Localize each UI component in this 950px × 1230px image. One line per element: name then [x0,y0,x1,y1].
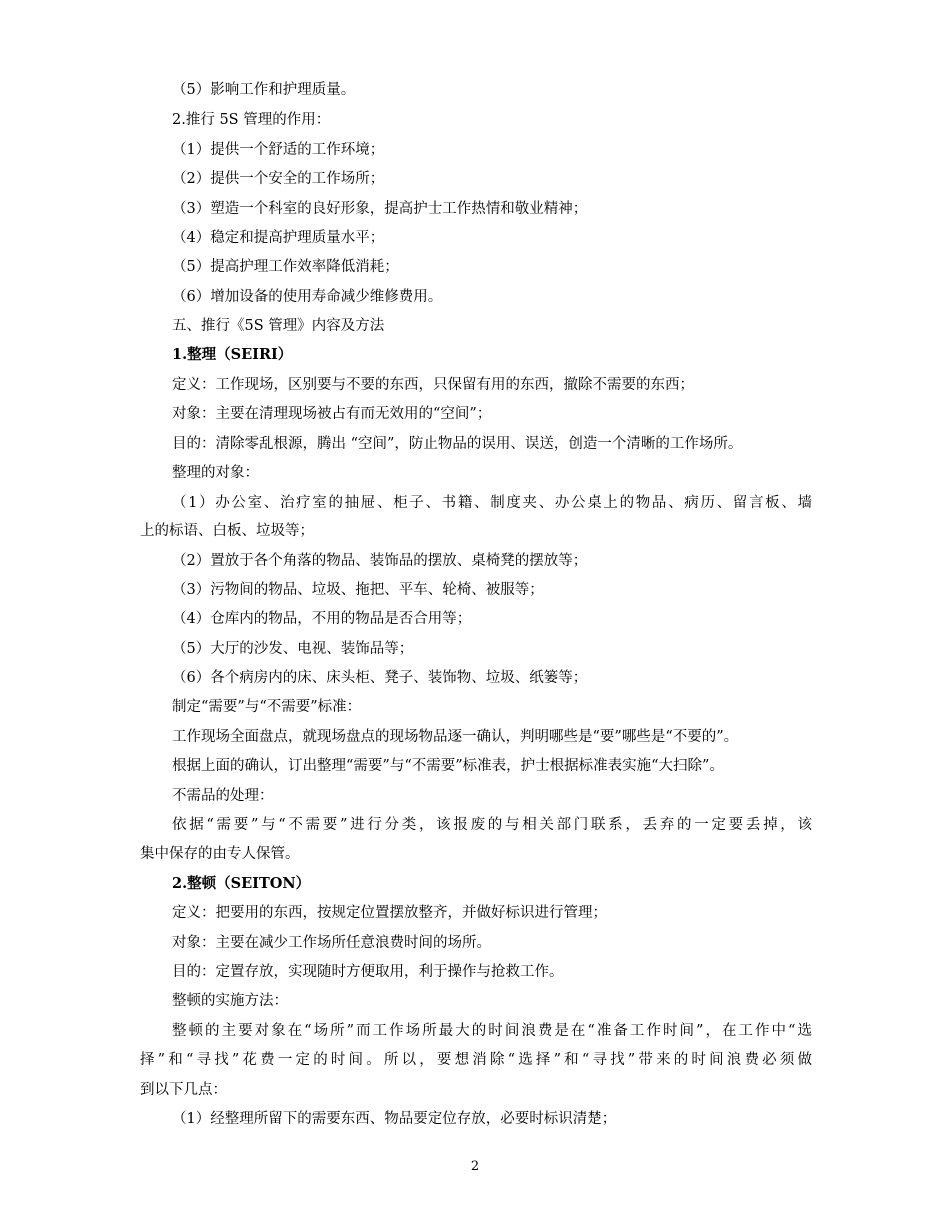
text-line: （1）办公室、治疗室的抽屉、柜子、书籍、制度夹、办公桌上的物品、病历、留言板、墙 [172,495,812,511]
page-number: 2 [470,1159,480,1174]
text-line: 到以下几点： [140,1082,227,1098]
text-line: （5）大厅的沙发、电视、装饰品等； [172,641,414,657]
text-line: 依据“需要”与“不需要”进行分类，该报废的与相关部门联系，丢弃的一定要丢掉，该 [172,817,812,833]
text-line: （2）置放于各个角落的物品、装饰品的摆放、桌椅凳的摆放等； [172,553,588,569]
text-line: 集中保存的由专人保管。 [140,846,300,862]
text-line: 对象：主要在减少工作场所任意浪费时间的场所。 [172,935,491,951]
text-line: （6）各个病房内的床、床头柜、凳子、装饰物、垃圾、纸篓等； [172,670,588,686]
text-line: （4）仓库内的物品，不用的物品是否合用等； [172,611,472,627]
text-line: 定义：工作现场，区别要与不要的东西，只保留有用的东西，撤除不需要的东西； [172,377,694,393]
text-line: （2）提供一个安全的工作场所； [172,171,385,187]
text-line: （1）经整理所留下的需要东西、物品要定位存放，必要时标识清楚； [172,1111,617,1127]
text-line: 整顿的主要对象在“场所”而工作场所最大的时间浪费是在“准备工作时间”，在工作中“选 [172,1023,812,1039]
subsection-heading: 1.整理（SEIRI） [172,346,293,363]
text-line: （6）增加设备的使用寿命减少维修费用。 [172,289,443,305]
text-line: （5）提高护理工作效率降低消耗； [172,259,399,275]
text-line: 目的：定置存放，实现随时方便取用，利于操作与抢救工作。 [172,964,564,980]
text-line: 整理的对象： [172,465,259,481]
text-line: 不需品的处理： [172,788,274,804]
text-line: 定义：把要用的东西，按规定位置摆放整齐，并做好标识进行管理； [172,905,607,921]
text-line: 整顿的实施方法： [172,993,288,1009]
text-line: 工作现场全面盘点，就现场盘点的现场物品逐一确认，判明哪些是“要”哪些是“不要的”。 [172,729,739,745]
subsection-heading: 2.整顿（SEITON） [172,875,311,892]
text-line: 目的：清除零乱根源，腾出 “空间”，防止物品的误用、误送，创造一个清晰的工作场所。 [172,436,743,452]
text-line: （1）提供一个舒适的工作环境； [172,142,385,158]
section-heading: 五、推行《5S 管理》内容及方法 [172,318,385,334]
text-line: （3）污物间的物品、垃圾、拖把、平车、轮椅、被服等； [172,582,544,598]
text-line: 上的标语、白板、垃圾等； [140,523,314,539]
text-line: （4）稳定和提高护理质量水平； [172,230,385,246]
text-line: 对象：主要在清理现场被占有而无效用的“空间”； [172,406,492,422]
text-line: （3）塑造一个科室的良好形象，提高护士工作热情和敬业精神； [172,201,588,217]
text-line: （5）影响工作和护理质量。 [172,82,356,98]
text-line: 择”和“寻找”花费一定的时间。所以，要想消除“选择”和“寻找”带来的时间浪费必须做 [140,1052,812,1068]
text-line: 制定“需要”与“不需要”标准： [172,699,362,715]
text-line: 根据上面的确认，订出整理“需要”与“不需要”标准表，护士根据标准表实施“大扫除”。 [172,758,724,774]
section-heading: 2.推行 5S 管理的作用： [172,112,331,128]
